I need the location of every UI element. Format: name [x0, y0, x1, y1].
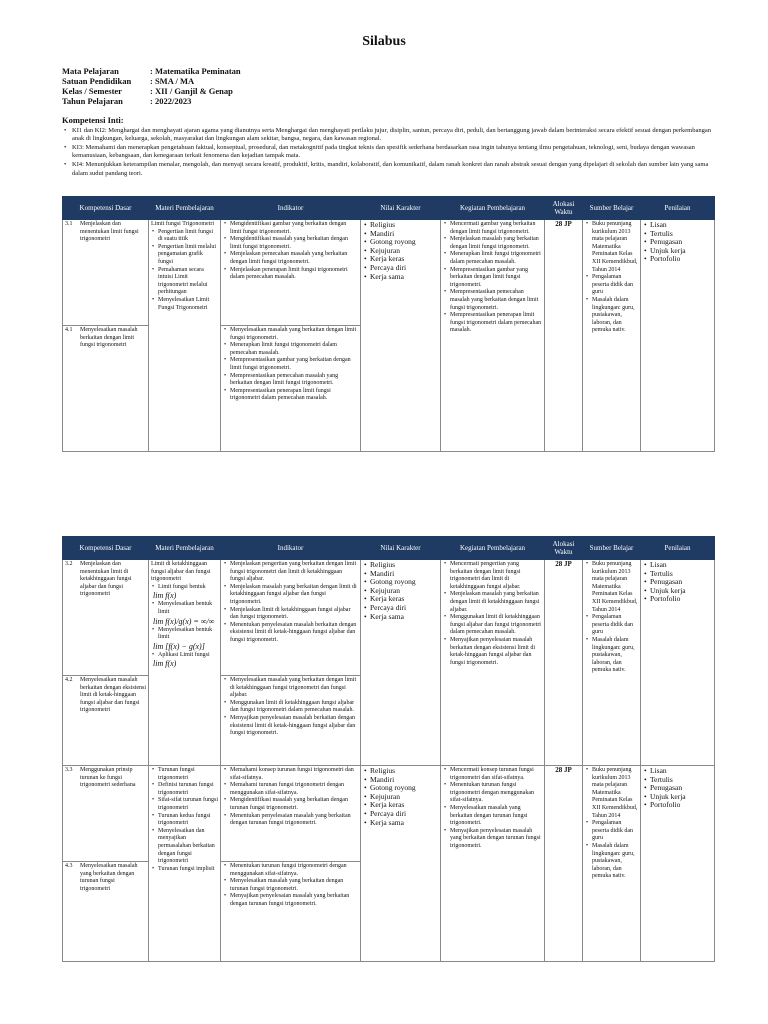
materi-item: • Turunan fungsi implisit — [158, 866, 218, 874]
kd-cell — [63, 560, 149, 676]
nilai-item: • Kerja keras — [370, 801, 438, 810]
nilai-item: • Gotong royong — [370, 238, 438, 247]
syllabus-table-2 — [62, 536, 715, 962]
header-kegiatan: Kegiatan Pembelajaran — [441, 537, 545, 560]
penilaian-item: • Lisan — [650, 767, 712, 776]
header-penilaian: Penilaian — [641, 537, 715, 560]
materi-cell — [149, 220, 221, 452]
materi-item: • Menyelesaikan bentuk limit — [158, 627, 218, 642]
meta-label: Mata Pelajaran — [62, 66, 119, 76]
materi-cell — [149, 766, 221, 962]
table-row — [63, 220, 715, 326]
sumber-item: • Pengalaman peserta didik dan guru — [592, 274, 638, 297]
penilaian-item: • Tertulis — [650, 776, 712, 785]
page-title: Silabus — [362, 34, 406, 49]
kd-number: 3.2 — [65, 561, 73, 567]
meta-value: : 2022/2023 — [150, 96, 192, 106]
nilai-item: • Religius — [370, 561, 438, 570]
sumber-cell — [583, 220, 641, 452]
nilai-karakter-cell — [361, 560, 441, 766]
nilai-item: • Kerja sama — [370, 273, 438, 282]
penilaian-item: • Unjuk kerja — [650, 793, 712, 802]
penilaian-item: • Penugasan — [650, 784, 712, 793]
kegiatan-item: • Menggunakan limit di ketakhinggaan fungsi aljabar dan fungsi trigonometri dalam pemecahan masalah. — [450, 614, 542, 637]
materi-item: • Turunan kedua fungsi trigonometri — [158, 813, 218, 828]
header-nilai-karakter: Nilai Karakter — [361, 537, 441, 560]
materi-item: • Turunan fungsi trigonometri — [158, 767, 218, 782]
materi-cell — [149, 560, 221, 766]
kd-cell — [63, 862, 149, 962]
indikator-item: • Menyelesaikan masalah yang berkaitan dengan turunan fungsi trigonometri. — [230, 878, 358, 893]
penilaian-item: • Portofolio — [650, 595, 712, 604]
indikator-item: • Menjelaskan pemecahan masalah yang berkaitan dengan limit fungsi trigonometri. — [230, 251, 358, 266]
header-sumber: Sumber Belajar — [583, 197, 641, 220]
materi-item: • Pengertian limit melalui pengamatan grafik fungsi — [158, 244, 218, 267]
penilaian-item: • Lisan — [650, 221, 712, 230]
penilaian-item: • Portofolio — [650, 255, 712, 264]
kegiatan-item: • Menyelesaikan masalah yang berkaitan dengan turunan fungsi trigonometri. — [450, 805, 542, 828]
kegiatan-item: • Mempresentasikan gambar yang berkaitan dengan limit fungsi trigonometri. — [450, 267, 542, 290]
penilaian-item: • Portofolio — [650, 801, 712, 810]
nilai-item: • Percaya diri — [370, 604, 438, 613]
kegiatan-cell — [441, 766, 545, 962]
indikator-item: • Menyajikan penyelesaian masalah berkaitan dengan eksistensi limit di ketak-hinggaan fungsi aljabar dan fungsi trigonometri. — [230, 715, 358, 738]
kegiatan-item: • Mencermati gambar yang berkaitan dengan limit fungsi trigonometri. — [450, 221, 542, 236]
kd-cell — [63, 766, 149, 862]
sumber-item: • Masalah dalam lingkungan: guru, pustakawan, laboran, dan pemuka nativ. — [592, 297, 638, 335]
indikator-item: • Mengidentifikasi gambar yang berkaitan dengan limit fungsi trigonometri. — [230, 221, 358, 236]
header-alokasi: Alokasi Waktu — [545, 537, 583, 560]
math-limit-ratio: lim f(x)/g(x) = ∞/∞ — [153, 616, 215, 626]
kd-text: Menyelesaikan masalah berkaitan dengan limit fungsi trigonometri — [80, 327, 138, 349]
nilai-item: • Kerja keras — [370, 255, 438, 264]
kegiatan-cell — [441, 560, 545, 766]
materi-item: • Sifat-sifat turunan fungsi trigonometri — [158, 797, 218, 812]
kd-number: 4.1 — [65, 327, 73, 333]
indikator-item: • Menerapkan limit fungsi trigonometri dalam pemecahan masalah. — [230, 342, 358, 357]
kegiatan-item: • Mempresentasikan pemecahan masalah yang berkaitan dengan limit fungsi trigonometri. — [450, 289, 542, 312]
indikator-item: • Menentukan penyelesaian masalah yang berkaitan dengan turunan fungsi trigonometri. — [230, 813, 358, 828]
kd-number: 3.1 — [65, 221, 73, 227]
indikator-item: • Menggunakan limit di ketakhinggaan fungsi aljabar dan fungsi trigonometri dalam pemecahan masalah. — [230, 700, 358, 715]
meta-label: Kelas / Semester — [62, 86, 122, 96]
indikator-item: • Menyelesaikan masalah yang berkaitan dengan limit fungsi trigonometri. — [230, 327, 358, 342]
materi-item: • Limit fungsi bentuk — [158, 584, 218, 592]
penilaian-cell — [641, 220, 715, 452]
kd-text: Menjelaskan dan menentukan limit fungsi trigonometri — [80, 221, 139, 243]
sumber-cell — [583, 766, 641, 962]
indikator-item: • Menyelesaikan masalah yang berkaitan dengan limit di ketakhinggaan fungsi trigonometri dan fungsi aljabar. — [230, 677, 358, 700]
kd-number: 4.2 — [65, 677, 73, 683]
kegiatan-item: • Menjelaskan masalah yang berkaitan dengan limit di ketakhinggaan fungsi aljabar. — [450, 591, 542, 614]
indikator-cell — [221, 326, 361, 452]
kegiatan-item: • Mencermati konsep turunan fungsi trigonometri dan sifat-sifatnya. — [450, 767, 542, 782]
math-limit-difference: lim [f(x) − g(x)] — [153, 641, 205, 651]
materi-item: • Menyelesaikan bentuk limit — [158, 601, 218, 616]
nilai-item: • Mandiri — [370, 230, 438, 239]
indikator-cell — [221, 220, 361, 326]
kd-cell — [63, 326, 149, 452]
kegiatan-item: • Menentukan turunan fungsi trigonometri dengan menggunakan sifat-sifatnya. — [450, 782, 542, 805]
indikator-item: • Menjelaskan penerapan limit fungsi trigonometri dalam pemecahan masalah. — [230, 267, 358, 282]
materi-intro: Limit fungsi Trigonometri — [151, 221, 215, 227]
materi-item: • Menyelesaikan Limit Fungsi Trigonometri — [158, 297, 218, 312]
nilai-item: • Religius — [370, 767, 438, 776]
ki-item: • KI4: Menunjukkan keterampilan menalar, mengolah, dan menyaji secara kreatif, produktif, kritis, mandiri, kolaboratif, dan komunikatif, dalam ranah konkret dan ranah abstrak sesuai dengan yang dipelajari di sekolah dan sumber lain yang sama dalam sudut pandang teori. — [72, 161, 712, 178]
meta-value: : SMA / MA — [150, 76, 195, 86]
indikator-item: • Menjelaskan masalah yang berkaitan dengan limit di ketakhinggaan fungsi aljabar dan fungsi trigonometri. — [230, 584, 358, 607]
nilai-item: • Gotong royong — [370, 784, 438, 793]
header-kompetensi-dasar: Kompetensi Dasar — [63, 197, 149, 220]
header-alokasi: Alokasi Waktu — [545, 197, 583, 220]
ki-item: • KI1 dan KI2: Menghargai dan menghayati ajaran agama yang dianutnya serta Menghargai dan menghayati perilaku jujur, disiplin, santun, percaya diri, peduli, dan bertanggung jawab dalam berinteraksi secara efektif sesuai dengan perkembangan anak di lingkungan, keluarga, sekolah, masyarakat dan lingkungan alam sekitar, bangsa, negara, dan kawasan regional. — [72, 127, 712, 144]
meta-row — [62, 96, 241, 106]
header-kompetensi-dasar: Kompetensi Dasar — [63, 537, 149, 560]
nilai-item: • Kerja sama — [370, 819, 438, 828]
indikator-item: • Mempresentasikan gambar yang berkaitan dengan limit fungsi trigonometri. — [230, 357, 358, 372]
penilaian-item: • Unjuk kerja — [650, 247, 712, 256]
sumber-item: • Buku penunjang kurikulum 2013 mata pelajaran Matematika Peminatan Kelas XII Kemendikbud, Tahun 2014 — [592, 561, 638, 614]
table-row — [63, 766, 715, 862]
math-limit-fx-2: lim f(x) — [153, 659, 177, 669]
nilai-item: • Kerja keras — [370, 595, 438, 604]
ki-list — [62, 127, 712, 179]
nilai-item: • Kejujuran — [370, 247, 438, 256]
table-header-row — [63, 197, 715, 220]
indikator-item: • Menjelaskan limit di ketakhinggaan fungsi aljabar dan fungsi trigonometri. — [230, 607, 358, 622]
meta-label: Tahun Pelajaran — [62, 96, 123, 106]
penilaian-item: • Unjuk kerja — [650, 587, 712, 596]
nilai-item: • Kerja sama — [370, 613, 438, 622]
nilai-item: • Gotong royong — [370, 578, 438, 587]
indikator-item: • Mengidentifikasi masalah yang berkaitan dengan limit fungsi trigonometri. — [230, 236, 358, 251]
sumber-item: • Buku penunjang kurikulum 2013 mata pelajaran Matematika Peminatan Kelas XII Kemendikbud, Tahun 2014 — [592, 221, 638, 274]
materi-item: • Pengertian limit fungsi di suatu titik — [158, 229, 218, 244]
materi-item: • Definisi turunan fungsi trigonometri — [158, 782, 218, 797]
meta-value: : Matematika Peminatan — [150, 66, 241, 76]
syllabus-table-1 — [62, 196, 715, 452]
indikator-item: • Menjelaskan pengertian yang berkaitan dengan limit fungsi trigonometri dan limit di ketakhinggaan fungsi aljabar. — [230, 561, 358, 584]
nilai-item: • Kejujuran — [370, 587, 438, 596]
materi-item: • Menyelesaikan dan menyajikan permasalahan berkaitan dengan fungsi trigonometri — [158, 828, 218, 866]
meta-value: : XII / Ganjil & Genap — [150, 86, 233, 96]
indikator-item: • Menyajikan penyelesaian masalah yang berkaitan dengan turunan fungsi trigonometri. — [230, 893, 358, 908]
nilai-karakter-cell — [361, 766, 441, 962]
ki-item: • KI3: Memahami dan menerapkan pengetahuan faktual, konseptual, prosedural, dan metakognitif pada tingkat teknis dan spesifik sederhana berdasarkan rasa ingin tahunya tentang ilmu pengetahuan, teknologi, seni, budaya dengan wawasan kemanusiaan, kebangsaan, dan kenegaraan terkait fenomena dan kejadian tampak mata. — [72, 144, 712, 161]
kegiatan-item: • Menjelaskan masalah yang berkaitan dengan limit fungsi trigonometri. — [450, 236, 542, 251]
indikator-item: • Menentukan penyelesaian masalah berkaitan dengan eksistensi limit di ketak-hinggaan fungsi aljabar dan fungsi trigonometri. — [230, 622, 358, 645]
kd-text: Menyelesaikan masalah yang berkaitan dengan turunan fungsi trigonometri — [80, 863, 138, 892]
materi-intro: Limit di ketakhinggaan fungsi aljabar dan fungsi trigonometri — [151, 561, 211, 583]
indikator-cell — [221, 766, 361, 862]
header-nilai-karakter: Nilai Karakter — [361, 197, 441, 220]
alokasi-cell: 28 JP — [545, 560, 583, 766]
meta-label: Satuan Pendidikan — [62, 76, 132, 86]
meta-row — [62, 86, 241, 96]
kegiatan-item: • Menerapkan limit fungsi trigonometri dalam pemecahan masalah. — [450, 251, 542, 266]
indikator-item: • Memahami turunan fungsi trigonometri dengan menggunakan sifat-sifatnya. — [230, 782, 358, 797]
indikator-item: • Memahami konsep turunan fungsi trigonometri dan sifat-sifatnya. — [230, 767, 358, 782]
kd-cell — [63, 676, 149, 766]
kegiatan-item: • Mempresentasikan penerapan limit fungsi trigonometri dalam pemecahan masalah. — [450, 312, 542, 335]
penilaian-item: • Penugasan — [650, 578, 712, 587]
penilaian-item: • Lisan — [650, 561, 712, 570]
penilaian-item: • Penugasan — [650, 238, 712, 247]
indikator-cell — [221, 560, 361, 676]
kegiatan-cell — [441, 220, 545, 452]
sumber-item: • Buku penunjang kurikulum 2013 mata pelajaran Matematika Peminatan Kelas XII Kemendikbud, Tahun 2014 — [592, 767, 638, 820]
sumber-item: • Pengalaman peserta didik dan guru — [592, 820, 638, 843]
nilai-item: • Percaya diri — [370, 810, 438, 819]
kd-text: Menjelaskan dan menentukan limit di ketakhinggaan fungsi aljabar dan fungsi trigonometri — [80, 561, 132, 598]
header-kegiatan: Kegiatan Pembelajaran — [441, 197, 545, 220]
penilaian-cell — [641, 560, 715, 766]
kompetensi-inti — [62, 116, 712, 178]
kegiatan-item: • Menyajikan penyelesaian masalah yang berkaitan dengan turunan fungsi trigonometri. — [450, 828, 542, 851]
penilaian-item: • Tertulis — [650, 570, 712, 579]
alokasi-cell: 28 JP — [545, 766, 583, 962]
nilai-karakter-cell — [361, 220, 441, 452]
nilai-item: • Mandiri — [370, 570, 438, 579]
kegiatan-item: • Mencermati pengertian yang berkaitan dengan limit fungsi trigonometri dan limit di ketakhinggaan fungsi aljabar. — [450, 561, 542, 591]
indikator-cell — [221, 862, 361, 962]
header-materi: Materi Pembelajaran — [149, 537, 221, 560]
nilai-item: • Religius — [370, 221, 438, 230]
sumber-item: • Masalah dalam lingkungan: guru, pustakawan, laboran, dan pemuka nativ. — [592, 843, 638, 881]
meta-block — [62, 66, 241, 106]
table-row — [63, 560, 715, 676]
header-penilaian: Penilaian — [641, 197, 715, 220]
header-indikator: Indikator — [221, 537, 361, 560]
materi-item: • Pemahaman secara intuisi Limit trigonometri melalui perhitungan — [158, 267, 218, 297]
indikator-cell — [221, 676, 361, 766]
indikator-item: • Mempresentasikan penerapan limit fungsi trigonometri dalam pemecahan masalah. — [230, 388, 358, 403]
sumber-cell — [583, 560, 641, 766]
math-limit-fx: lim f(x) — [153, 591, 177, 601]
sumber-item: • Masalah dalam lingkungan: guru, pustakawan, laboran, dan pemuka nativ. — [592, 637, 638, 675]
alokasi-cell: 28 JP — [545, 220, 583, 452]
sumber-item: • Pengalaman peserta didik dan guru — [592, 614, 638, 637]
kegiatan-item: • Menyajikan penyelesaian masalah berkaitan dengan eksistensi limit di ketak-hinggaan fungsi aljabar dan fungsi trigonometri. — [450, 637, 542, 667]
meta-row — [62, 66, 241, 76]
header-sumber: Sumber Belajar — [583, 537, 641, 560]
kd-text: Menyelesaikan masalah berkaitan dengan eksistensi limit di ketak-hinggaan fungsi aljabar dan fungsi trigonometri — [80, 677, 146, 714]
kd-text: Menggunakan prinsip turunan ke fungsi trigonometri sederhana — [80, 767, 136, 789]
meta-row — [62, 76, 241, 86]
kd-number: 4.3 — [65, 863, 73, 869]
nilai-item: • Mandiri — [370, 776, 438, 785]
materi-item: • Aplikasi Limit fungsi — [158, 652, 218, 660]
indikator-item: • Mempresentasikan pemecahan masalah yang berkaitan dengan limit fungsi trigonometri. — [230, 373, 358, 388]
penilaian-item: • Tertulis — [650, 230, 712, 239]
header-indikator: Indikator — [221, 197, 361, 220]
kd-cell — [63, 220, 149, 326]
indikator-item: • Mengidentifikasi masalah yang berkaitan dengan turunan fungsi trigonometri. — [230, 797, 358, 812]
header-materi: Materi Pembelajaran — [149, 197, 221, 220]
indikator-item: • Menentukan turunan fungsi trigonometri dengan menggunakan sifat-sifatnya. — [230, 863, 358, 878]
kd-number: 3.3 — [65, 767, 73, 773]
penilaian-cell — [641, 766, 715, 962]
ki-title: Kompetensi Inti: — [62, 115, 124, 125]
nilai-item: • Percaya diri — [370, 264, 438, 273]
table-header-row — [63, 537, 715, 560]
nilai-item: • Kejujuran — [370, 793, 438, 802]
